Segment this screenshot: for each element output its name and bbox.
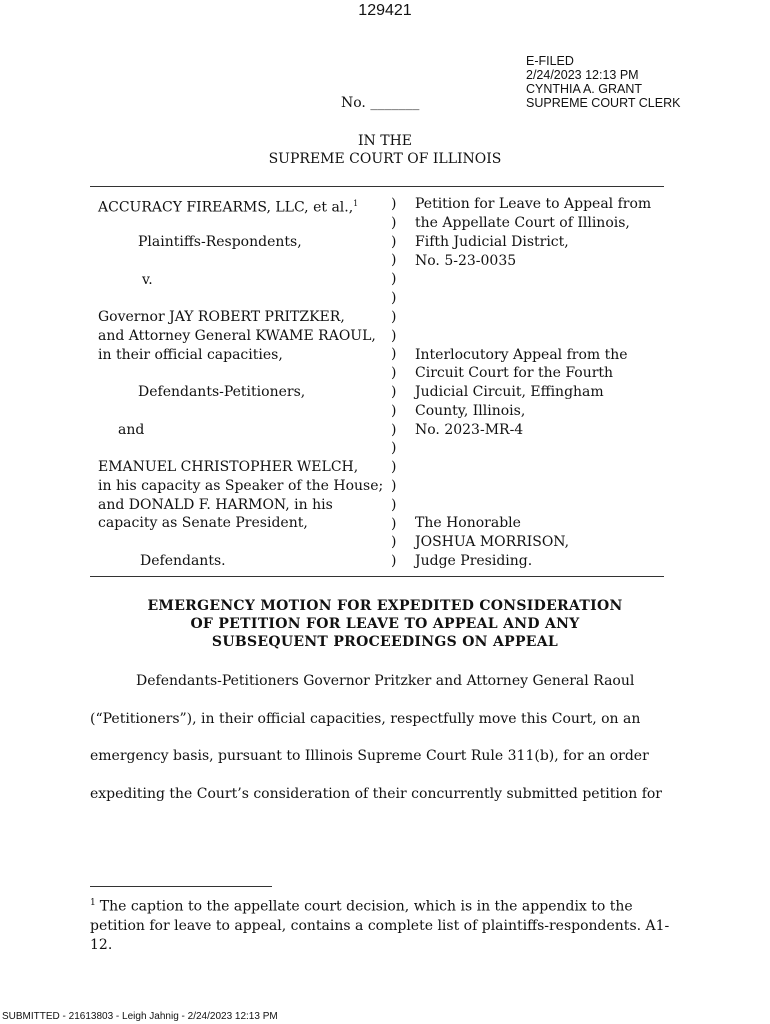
- caption-other-line3: and DONALD F. HARMON, in his: [98, 497, 333, 513]
- footnote-text: The caption to the appellate court decision, which is in the appendix to the petition for leave to appeal, contains a complete list of plaintiffs-respondents. A1-12.: [90, 898, 670, 953]
- caption-bottom-rule: [90, 576, 664, 577]
- motion-title-line2: OF PETITION FOR LEAVE TO APPEAL AND ANY: [190, 616, 580, 632]
- efiled-stamp: [526, 54, 680, 110]
- caption-paren: ): [391, 553, 397, 570]
- caption-paren: ): [391, 271, 397, 288]
- caption-paren: ): [391, 214, 397, 231]
- motion-title: [0, 597, 770, 651]
- caption-defendants-role: Defendants-Petitioners,: [138, 384, 306, 400]
- efiled-clerk-name: CYNTHIA A. GRANT: [526, 82, 642, 96]
- submission-stamp: SUBMITTED - 21613803 - Leigh Jahnig - 2/24/2023 12:13 PM: [2, 1011, 278, 1022]
- caption-plaintiff: [98, 195, 358, 217]
- motion-title-line3: SUBSEQUENT PROCEEDINGS ON APPEAL: [211, 634, 559, 650]
- motion-title-line1: EMERGENCY MOTION FOR EXPEDITED CONSIDERATION: [147, 598, 623, 614]
- footnote-mark: 1: [90, 898, 96, 908]
- caption-paren-column: [391, 195, 396, 571]
- caption-right-line9: No. 2023-MR-4: [415, 422, 524, 438]
- footnote: [90, 894, 690, 955]
- court-heading-line2: SUPREME COURT OF ILLINOIS: [268, 151, 502, 167]
- caption-right-line12: Judge Presiding.: [415, 553, 533, 569]
- caption-paren: ): [391, 383, 397, 400]
- document-id: 129421: [358, 2, 412, 19]
- caption-paren: ): [391, 496, 397, 513]
- caption-paren: ): [391, 515, 397, 532]
- caption-top-rule: [90, 186, 664, 187]
- caption-and: and: [118, 422, 145, 438]
- caption-paren: ): [391, 459, 397, 476]
- caption-paren: ): [391, 402, 397, 419]
- caption-footnote-marker: 1: [353, 199, 359, 208]
- caption-defendants-line1: Governor JAY ROBERT PRITZKER,: [98, 309, 345, 325]
- caption-paren: ): [391, 308, 397, 325]
- caption-paren: ): [391, 477, 397, 494]
- caption-right-line5: Interlocutory Appeal from the: [415, 347, 628, 363]
- caption-other-role: Defendants.: [140, 553, 226, 569]
- caption-right-line7: Judicial Circuit, Effingham: [415, 384, 604, 400]
- caption-right-line2: the Appellate Court of Illinois,: [415, 215, 630, 231]
- efiled-datetime: 2/24/2023 12:13 PM: [526, 68, 639, 82]
- caption-paren: ): [391, 327, 397, 344]
- caption-right-line1: Petition for Leave to Appeal from: [415, 196, 652, 212]
- caption-paren: ): [391, 289, 397, 306]
- efiled-clerk-title: SUPREME COURT CLERK: [526, 96, 681, 110]
- caption-right-line4: No. 5-23-0035: [415, 253, 517, 269]
- caption-right-line3: Fifth Judicial District,: [415, 234, 569, 250]
- caption-paren: ): [391, 196, 397, 212]
- court-heading-line1: IN THE: [358, 133, 412, 149]
- docket-number: No. _______: [341, 95, 420, 111]
- caption-right-line6: Circuit Court for the Fourth: [415, 365, 614, 381]
- caption-paren: ): [391, 365, 397, 382]
- caption-right-line8: County, Illinois,: [415, 403, 526, 419]
- caption-paren: ): [391, 534, 397, 551]
- caption-plaintiff-text: ACCURACY FIREARMS, LLC, et al.,: [98, 199, 354, 216]
- caption-right-line10: The Honorable: [415, 515, 521, 531]
- court-heading: [0, 132, 770, 168]
- caption-defendants-line2: and Attorney General KWAME RAOUL,: [98, 328, 376, 344]
- caption-paren: ): [391, 252, 397, 269]
- caption-paren: ): [391, 346, 397, 363]
- caption-right-line11: JOSHUA MORRISON,: [415, 534, 570, 550]
- caption-other-line1: EMANUEL CHRISTOPHER WELCH,: [98, 459, 359, 475]
- body-line1: Defendants-Petitioners Governor Pritzker and Attorney General Raoul: [136, 673, 635, 689]
- caption-paren: ): [391, 421, 397, 438]
- footnote-rule: [90, 886, 272, 887]
- efiled-label: E-FILED: [526, 54, 574, 68]
- body-line4: expediting the Court’s consideration of their concurrently submitted petition for: [90, 786, 662, 802]
- caption-paren: ): [391, 440, 397, 457]
- body-line3: emergency basis, pursuant to Illinois Supreme Court Rule 311(b), for an order: [90, 748, 649, 764]
- caption-paren: ): [391, 233, 397, 250]
- caption-other-line2: in his capacity as Speaker of the House;: [98, 478, 384, 494]
- caption-plaintiff-role: Plaintiffs-Respondents,: [138, 234, 302, 250]
- caption-other-line4: capacity as Senate President,: [98, 515, 308, 531]
- caption-defendants-line3: in their official capacities,: [98, 347, 283, 363]
- body-line2: (“Petitioners”), in their official capacities, respectfully move this Court, on an: [90, 711, 641, 727]
- caption-versus: v.: [142, 272, 153, 288]
